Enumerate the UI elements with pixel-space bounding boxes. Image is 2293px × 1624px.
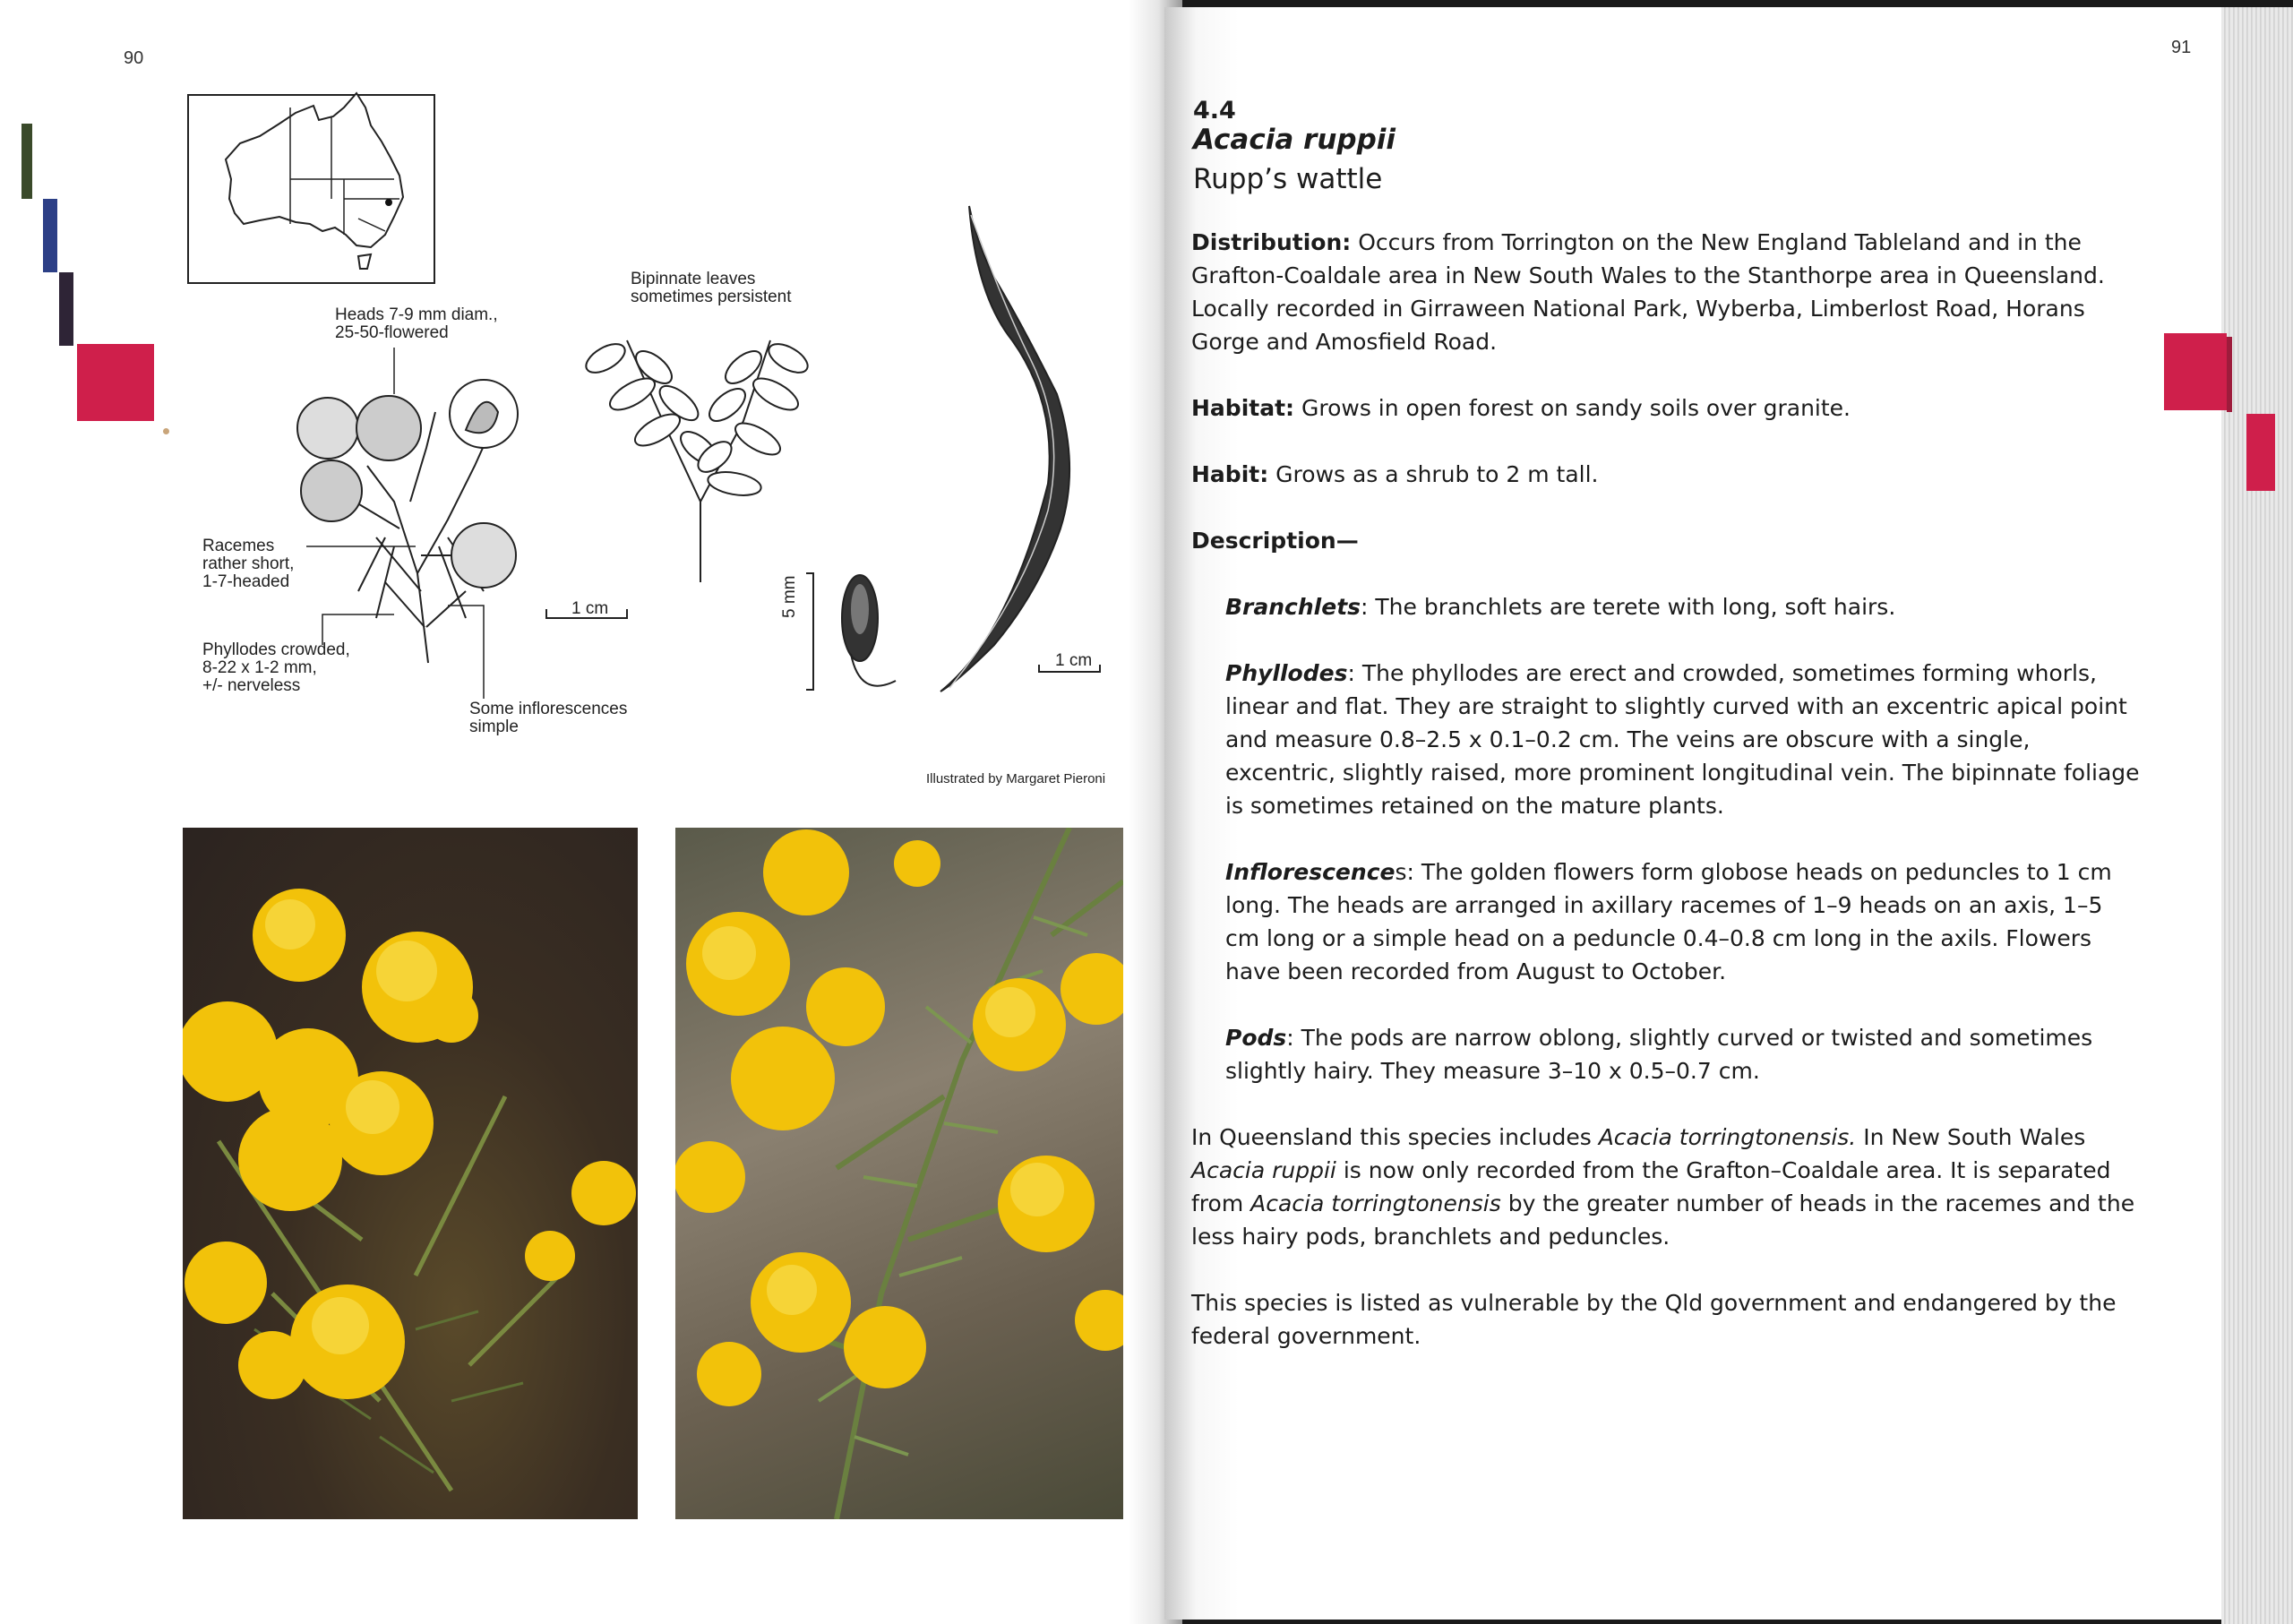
para1-b: Acacia torringtonensis. bbox=[1598, 1124, 1857, 1150]
label-bipinnate-line1: Bipinnate leaves bbox=[631, 270, 756, 288]
label-racemes-line1: Racemes bbox=[202, 537, 275, 555]
distribution-label: Distribution: bbox=[1191, 229, 1352, 255]
inflorescence-label: Inflorescence bbox=[1225, 859, 1396, 885]
label-inflorescences-line2: simple bbox=[469, 717, 519, 736]
scale-label-5mm: 5 mm bbox=[780, 575, 799, 618]
distribution-paragraph bbox=[1191, 226, 2141, 358]
label-phyllodes bbox=[202, 641, 350, 695]
para1-c: In New South Wales bbox=[1856, 1124, 2086, 1150]
illustration-credit: Illustrated by Margaret Pieroni bbox=[926, 771, 1106, 786]
description-label: Description— bbox=[1191, 528, 1359, 554]
section-tab-red-right-edge bbox=[2227, 337, 2232, 412]
label-heads-line2: 25-50-flowered bbox=[335, 323, 449, 342]
label-heads-line1: Heads 7-9 mm diam., bbox=[335, 305, 498, 324]
branchlets-text: : The branchlets are terete with long, soft hairs. bbox=[1361, 594, 1896, 620]
seed-drawing bbox=[806, 573, 896, 690]
para1-g: by the greater number of heads in the racemes and the less hairy pods, branchlets and peduncles. bbox=[1191, 1190, 2135, 1250]
habitat-text: Grows in open forest on sandy soils over granite. bbox=[1294, 395, 1851, 421]
photo-flowers-right-art bbox=[675, 828, 1123, 1519]
branchlets-paragraph bbox=[1191, 590, 2141, 623]
label-phyllodes-line3: +/- nerveless bbox=[202, 676, 301, 695]
species-title: Acacia ruppii bbox=[1193, 124, 1396, 156]
section-number: 4.4 bbox=[1193, 97, 1236, 125]
pods-paragraph bbox=[1191, 1021, 2141, 1087]
label-racemes bbox=[202, 537, 294, 591]
habitat-paragraph bbox=[1191, 391, 2141, 425]
phyllodes-label: Phyllodes bbox=[1225, 660, 1348, 686]
queensland-paragraph bbox=[1191, 1121, 2141, 1253]
label-bipinnate bbox=[631, 271, 792, 306]
botanical-illustration bbox=[0, 0, 1155, 806]
description-heading bbox=[1191, 524, 2141, 557]
conservation-paragraph: This species is listed as vulnerable by the Qld government and endangered by the federal government. bbox=[1191, 1290, 2117, 1349]
habitat-label: Habitat: bbox=[1191, 395, 1295, 421]
para1-d: Acacia ruppii bbox=[1191, 1157, 1336, 1183]
scale-label-1cm-right: 1 cm bbox=[1055, 651, 1093, 670]
photo-flowers-right bbox=[675, 828, 1123, 1519]
pods-text: : The pods are narrow oblong, slightly curved or twisted and sometimes slightly hairy. They measure 3–10 x 0.5–0.7 cm. bbox=[1225, 1025, 2093, 1084]
habit-text: Grows as a shrub to 2 m tall. bbox=[1268, 461, 1599, 487]
label-racemes-line2: rather short, bbox=[202, 554, 295, 573]
section-tab-red-right-2 bbox=[2246, 414, 2275, 491]
scale-label-1cm-left: 1 cm bbox=[571, 599, 609, 618]
inflorescence-text: s: The golden flowers form globose heads on peduncles to 1 cm long. The heads are arranged in axillary racemes of 1–9 heads on an axis, 1–5 cm long or a simple head on a peduncle 0.4–0.8 cm long in the axils. Flowers have been recorded from August to October. bbox=[1225, 859, 2112, 984]
label-racemes-line3: 1-7-headed bbox=[202, 572, 290, 591]
distribution-text: Occurs from Torrington on the New England Tableland and in the Grafton-Coaldale area in New South Wales to the Stanthorpe area in Queensland. Locally recorded in Girraween National Park, Wyberba, Limberlost Road, Horans Gorge and Amosfield Road. bbox=[1191, 229, 2105, 355]
pod-drawing bbox=[940, 206, 1100, 692]
photo-flowers-left-art bbox=[183, 828, 638, 1519]
label-bipinnate-line2: sometimes persistent bbox=[631, 288, 792, 306]
inflorescence-paragraph bbox=[1191, 855, 2141, 988]
photo-flowers-left bbox=[183, 828, 638, 1519]
para1-e: is now only recorded from the Grafton–Coaldale area. It is separated from bbox=[1191, 1157, 2111, 1216]
label-inflorescences-line1: Some inflorescences bbox=[469, 700, 628, 718]
label-phyllodes-line1: Phyllodes crowded, bbox=[202, 640, 350, 659]
distribution-map bbox=[188, 93, 434, 283]
para1-f: Acacia torringtonensis bbox=[1250, 1190, 1501, 1216]
label-inflorescences bbox=[469, 700, 627, 736]
section-tab-red-right bbox=[2164, 333, 2227, 410]
common-name: Rupp’s wattle bbox=[1193, 163, 1383, 195]
page-edges bbox=[2221, 7, 2293, 1624]
body-text bbox=[1191, 226, 2141, 1386]
habit-label: Habit: bbox=[1191, 461, 1269, 487]
label-phyllodes-line2: 8-22 x 1-2 mm, bbox=[202, 658, 317, 677]
label-heads bbox=[335, 306, 498, 342]
pods-label: Pods bbox=[1225, 1025, 1287, 1051]
habit-paragraph bbox=[1191, 458, 2141, 491]
para1-a: In Queensland this species includes bbox=[1191, 1124, 1599, 1150]
page-number-right: 91 bbox=[2171, 38, 2192, 57]
branchlets-label: Branchlets bbox=[1225, 594, 1361, 620]
phyllodes-paragraph bbox=[1191, 657, 2141, 822]
phyllodes-text: : The phyllodes are erect and crowded, sometimes forming whorls, linear and flat. They are straight to slightly curved with an excentric apical point and measure 0.8–2.5 x 0.1–0.2 cm. The veins are obscure with a single, excentric, slightly raised, more prominent longitudinal vein. The bipinnate foliage is sometimes retained on the mature plants. bbox=[1225, 660, 2140, 819]
page-number-left: 90 bbox=[124, 48, 144, 68]
bipinnate-leaf-drawing bbox=[581, 339, 812, 582]
